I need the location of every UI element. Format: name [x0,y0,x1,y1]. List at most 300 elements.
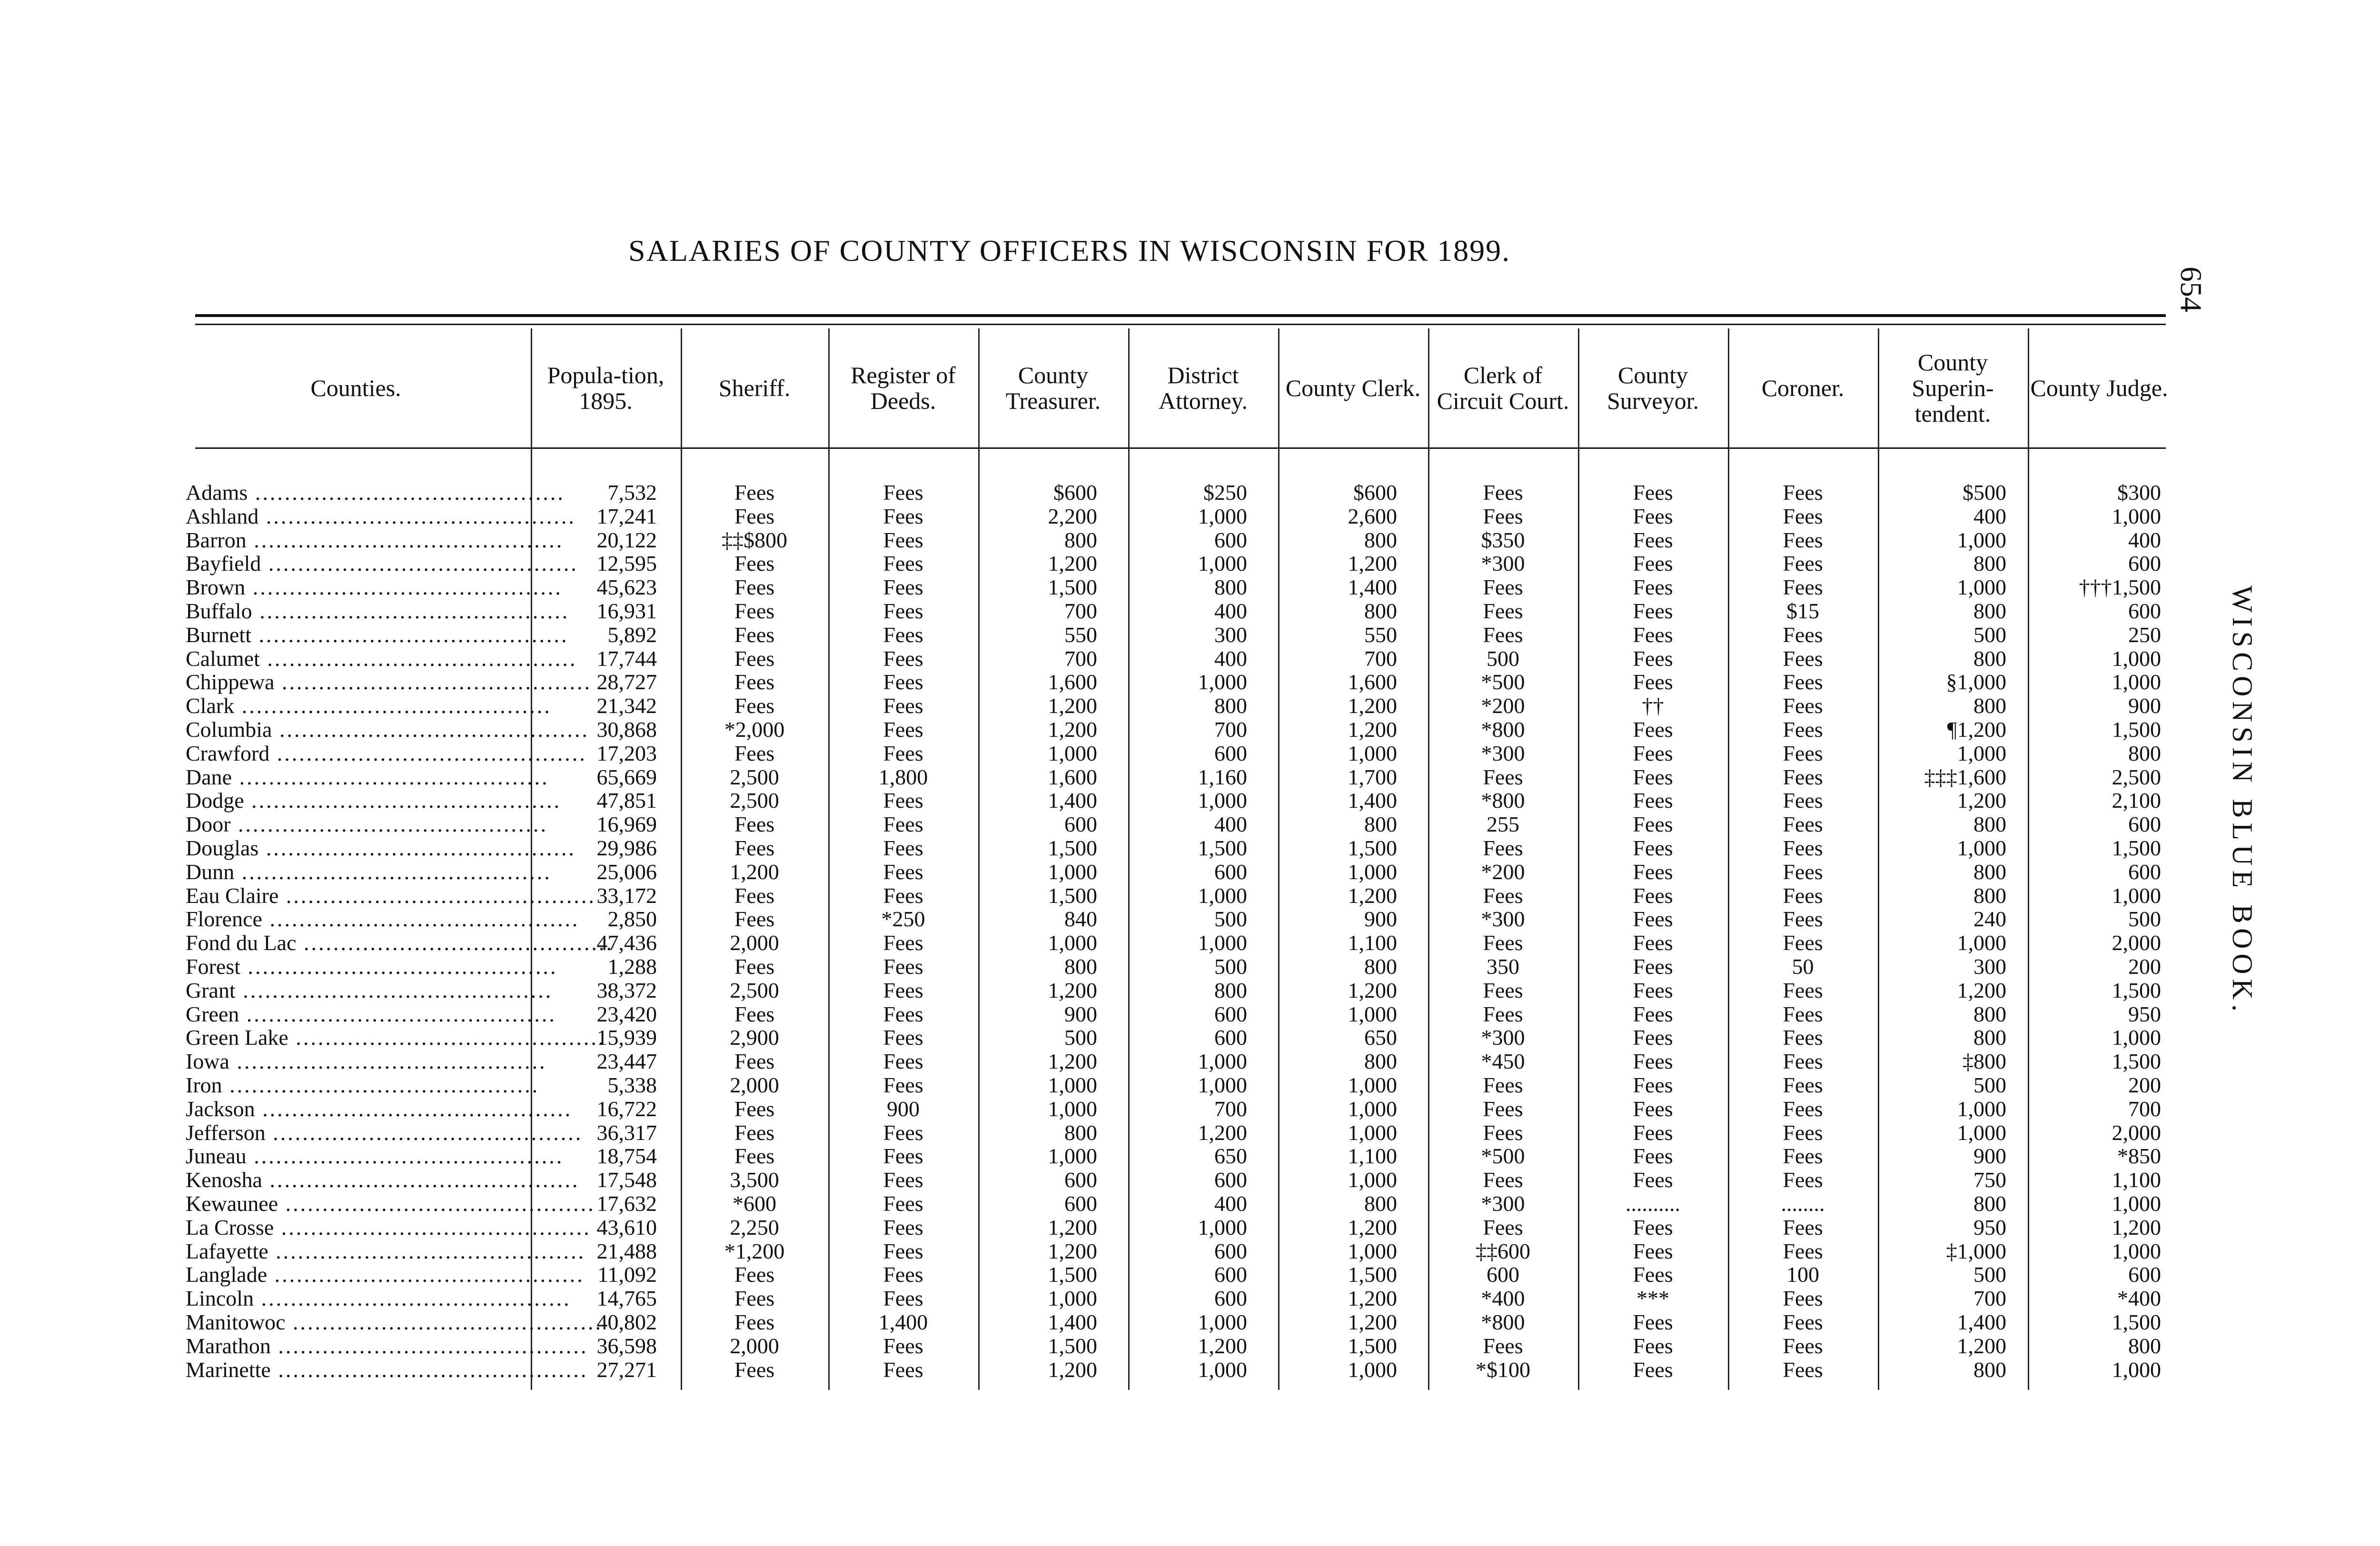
header-clerk-of-circuit-court: Clerk of Circuit Court. [1437,362,1569,414]
cell-district-attorney: 700 [1214,1096,1247,1121]
cell-county-judge: 1,000 [2112,670,2161,694]
table-row [181,1192,2171,1216]
cell-district-attorney: 300 [1214,622,1247,647]
leader-dots: .......................................... [239,1001,556,1026]
top-rule [195,314,2166,317]
cell-county-surveyor: Fees [1633,954,1673,979]
cell-coroner: Fees [1783,1357,1823,1382]
cell-register-of-deeds: Fees [883,978,923,1002]
cell-county-treasurer: 1,500 [1048,836,1097,860]
cell-county-superintendent: ‡‡‡1,600 [1924,764,2006,789]
cell-sheriff: Fees [734,622,775,647]
cell-county-clerk: 1,200 [1348,1286,1397,1311]
table-row [181,1334,2171,1358]
cell-coroner: Fees [1783,1144,1823,1169]
cell-county-treasurer: 1,600 [1048,670,1097,694]
cell-coroner: Fees [1783,551,1823,576]
table-row [181,907,2171,931]
table-row [181,481,2171,505]
cell-county-judge: 1,200 [2112,1215,2161,1239]
table-row [181,1358,2171,1382]
cell-clerk-of-circuit-court: 500 [1487,646,1519,671]
cell-county-treasurer: 500 [1064,1025,1097,1050]
cell-county [186,741,587,765]
cell-county-clerk: 800 [1364,599,1397,623]
cell-county [186,788,562,813]
cell-county-clerk: 1,200 [1348,1215,1397,1239]
cell-county [186,599,570,623]
cell-population: 47,851 [596,788,657,813]
cell-coroner: 50 [1792,954,1814,979]
cell-county-treasurer: 1,000 [1048,1286,1097,1311]
cell-county-judge: 1,000 [2112,1357,2161,1382]
cell-coroner: ........ [1781,1191,1825,1216]
leader-dots: .......................................... [270,1357,588,1382]
county-name: Eau Claire [186,883,279,908]
cell-county-judge: 600 [2128,859,2161,884]
cell-county-treasurer: 1,200 [1048,694,1097,718]
cell-county [186,527,564,552]
table-row [181,694,2171,718]
cell-population: 43,610 [596,1215,657,1239]
cell-county [186,504,576,528]
cell-coroner: Fees [1783,717,1823,742]
cell-county [186,859,552,884]
cell-sheriff: 3,500 [730,1168,779,1192]
cell-sheriff: *600 [733,1191,776,1216]
cell-county-superintendent: 1,000 [1957,931,2006,955]
cell-county [186,575,563,600]
cell-district-attorney: 500 [1214,954,1247,979]
cell-county [186,1144,564,1169]
cell-county-treasurer: 1,000 [1048,1144,1097,1169]
cell-population: 23,447 [596,1049,657,1074]
cell-clerk-of-circuit-court: Fees [1483,978,1523,1002]
table-row [181,528,2171,552]
cell-sheriff: *1,200 [724,1239,785,1263]
cell-coroner: 100 [1786,1262,1819,1287]
cell-register-of-deeds: Fees [883,1191,923,1216]
cell-county-clerk: 1,400 [1348,788,1397,813]
cell-clerk-of-circuit-court: 255 [1487,812,1519,837]
cell-sheriff: Fees [734,1310,775,1334]
cell-county [186,1262,585,1287]
leader-dots: .......................................... [252,599,570,623]
cell-county [186,1215,591,1239]
county-name: Iowa [186,1049,229,1074]
cell-county [186,978,553,1002]
cell-county-clerk: $600 [1353,480,1397,505]
cell-county-surveyor: Fees [1633,670,1673,694]
cell-sheriff: 2,000 [730,1073,779,1097]
cell-district-attorney: 1,000 [1198,1049,1247,1074]
county-name: Dodge [186,788,244,813]
running-head: WISCONSIN BLUE BOOK. [2227,585,2258,1016]
cell-county-clerk: 1,700 [1348,764,1397,789]
cell-register-of-deeds: Fees [883,717,923,742]
cell-clerk-of-circuit-court: Fees [1483,1073,1523,1097]
cell-district-attorney: 600 [1214,859,1247,884]
table-row [181,1121,2171,1145]
header-county-treasurer: County Treasurer. [1005,362,1101,414]
cell-population: 29,986 [596,836,657,860]
cell-county-surveyor: Fees [1633,646,1673,671]
cell-district-attorney: $250 [1203,480,1247,505]
table-row [181,575,2171,599]
cell-clerk-of-circuit-court: *$100 [1476,1357,1530,1382]
cell-county-judge: $300 [2117,480,2161,505]
cell-population: 36,317 [596,1120,657,1145]
cell-population: 5,338 [607,1073,657,1097]
leader-dots: .......................................... [296,931,614,955]
cell-population: 47,436 [596,931,657,955]
cell-population: 12,595 [596,551,657,576]
header-county-superintendent: County Superin-tendent. [1912,349,1994,427]
cell-county [186,717,589,742]
cell-county-superintendent: 800 [1973,599,2006,623]
cell-county-judge: 800 [2128,741,2161,765]
cell-clerk-of-circuit-court: *450 [1481,1049,1525,1074]
cell-county-surveyor: Fees [1633,836,1673,860]
cell-county-treasurer: 1,200 [1048,1239,1097,1263]
cell-county-clerk: 1,000 [1348,1239,1397,1263]
leader-dots: .......................................... [278,1191,595,1216]
cell-county-superintendent: 800 [1973,1025,2006,1050]
cell-coroner: Fees [1783,1168,1823,1192]
cell-county-treasurer: 800 [1064,527,1097,552]
cell-sheriff: 2,500 [730,764,779,789]
cell-register-of-deeds: Fees [883,1049,923,1074]
cell-sheriff: Fees [734,694,775,718]
cell-register-of-deeds: Fees [883,931,923,955]
cell-county [186,1001,556,1026]
cell-county [186,1025,606,1050]
cell-coroner: Fees [1783,1073,1823,1097]
cell-sheriff: Fees [734,836,775,860]
cell-county-judge: 950 [2128,1001,2161,1026]
cell-county-clerk: 1,100 [1348,931,1397,955]
cell-county-clerk: 1,500 [1348,836,1397,860]
county-name: Kewaunee [186,1191,278,1216]
cell-county-clerk: 1,500 [1348,1262,1397,1287]
cell-county-surveyor: Fees [1633,551,1673,576]
cell-county-treasurer: 1,200 [1048,1215,1097,1239]
salaries-table [181,328,2171,1395]
cell-coroner: Fees [1783,812,1823,837]
cell-county-superintendent: 800 [1973,1191,2006,1216]
cell-register-of-deeds: Fees [883,1144,923,1169]
cell-county-superintendent: 1,000 [1957,836,2006,860]
cell-county-judge: *850 [2117,1144,2161,1169]
cell-county-judge: 1,500 [2112,717,2161,742]
cell-county-surveyor: .......... [1626,1191,1680,1216]
header-county-clerk: County Clerk. [1285,375,1421,401]
cell-county-superintendent: 900 [1973,1144,2006,1169]
cell-clerk-of-circuit-court: *800 [1481,788,1525,813]
cell-register-of-deeds: Fees [883,1073,923,1097]
cell-coroner: Fees [1783,1025,1823,1050]
cell-county-surveyor: Fees [1633,1262,1673,1287]
cell-register-of-deeds: Fees [883,1025,923,1050]
cell-county-judge: 2,100 [2112,788,2161,813]
cell-register-of-deeds: Fees [883,1168,923,1192]
cell-clerk-of-circuit-court: ‡‡600 [1476,1239,1530,1263]
cell-clerk-of-circuit-court: Fees [1483,1333,1523,1358]
table-row [181,836,2171,860]
cell-county-surveyor: Fees [1633,883,1673,908]
cell-county [186,836,576,860]
cell-county-judge: 1,000 [2112,646,2161,671]
cell-district-attorney: 1,000 [1198,788,1247,813]
cell-register-of-deeds: Fees [883,741,923,765]
cell-county-treasurer: 1,000 [1048,1073,1097,1097]
cell-population: 14,765 [596,1286,657,1311]
cell-clerk-of-circuit-court: *200 [1481,694,1525,718]
cell-register-of-deeds: Fees [883,480,923,505]
leader-dots: .......................................... [230,812,548,837]
cell-district-attorney: 800 [1214,978,1247,1002]
cell-coroner: $15 [1786,599,1819,623]
cell-county-treasurer: 900 [1064,1001,1097,1026]
cell-population: 23,420 [596,1001,657,1026]
cell-population: 40,802 [596,1310,657,1334]
cell-county-superintendent: 300 [1973,954,2006,979]
cell-county-superintendent: 800 [1973,812,2006,837]
cell-county-superintendent: §1,000 [1946,670,2006,694]
cell-sheriff: Fees [734,812,775,837]
cell-county-judge: 1,500 [2112,978,2161,1002]
cell-county-clerk: 1,000 [1348,1073,1397,1097]
cell-district-attorney: 400 [1214,646,1247,671]
cell-county-judge: 2,000 [2112,931,2161,955]
cell-district-attorney: 650 [1214,1144,1247,1169]
cell-coroner: Fees [1783,1333,1823,1358]
cell-county-treasurer: 1,000 [1048,1096,1097,1121]
cell-county-clerk: 1,000 [1348,1096,1397,1121]
cell-county-clerk: 1,000 [1348,1168,1397,1192]
county-name: Florence [186,907,262,932]
leader-dots: .......................................... [268,1239,586,1263]
leader-dots: .......................................... [267,1262,585,1287]
leader-dots: .......................................... [234,694,552,718]
cell-county-clerk: 1,200 [1348,1310,1397,1334]
cell-district-attorney: 700 [1214,717,1247,742]
cell-county-surveyor: Fees [1633,575,1673,600]
table-row [181,552,2171,575]
cell-register-of-deeds: Fees [883,1215,923,1239]
cell-county-treasurer: 700 [1064,646,1097,671]
cell-clerk-of-circuit-court: Fees [1483,883,1523,908]
cell-population: 65,669 [596,764,657,789]
county-name: Chippewa [186,670,275,694]
cell-county-surveyor: Fees [1633,1120,1673,1145]
cell-county-treasurer: 1,000 [1048,931,1097,955]
cell-county-superintendent: $500 [1963,480,2006,505]
cell-coroner: Fees [1783,527,1823,552]
cell-county-treasurer: 1,200 [1048,551,1097,576]
cell-population: 21,488 [596,1239,657,1263]
cell-county-superintendent: 500 [1973,1073,2006,1097]
cell-coroner: Fees [1783,670,1823,694]
cell-county-treasurer: 1,400 [1048,788,1097,813]
cell-population: 5,892 [607,622,657,647]
cell-county-treasurer: 550 [1064,622,1097,647]
cell-county-clerk: 1,200 [1348,717,1397,742]
cell-county-treasurer: 700 [1064,599,1097,623]
header-counties: Counties. [310,375,401,401]
cell-district-attorney: 800 [1214,575,1247,600]
cell-coroner: Fees [1783,694,1823,718]
county-name: Columbia [186,717,272,742]
cell-district-attorney: 1,000 [1198,931,1247,955]
cell-county-judge: 1,000 [2112,1239,2161,1263]
cell-coroner: Fees [1783,575,1823,600]
cell-county-treasurer: 1,500 [1048,575,1097,600]
cell-county-treasurer: 1,500 [1048,1262,1097,1287]
county-name: Brown [186,575,246,600]
county-name: Douglas [186,836,259,860]
cell-district-attorney: 1,500 [1198,836,1247,860]
cell-district-attorney: 1,000 [1198,1310,1247,1334]
cell-county-clerk: 1,200 [1348,883,1397,908]
cell-coroner: Fees [1783,646,1823,671]
cell-sheriff: Fees [734,551,775,576]
leader-dots: .......................................... [232,764,549,789]
table-row [181,1144,2171,1168]
cell-clerk-of-circuit-court: Fees [1483,504,1523,528]
cell-county-judge: †††1,500 [2079,575,2161,600]
cell-county-clerk: 1,500 [1348,1333,1397,1358]
cell-clerk-of-circuit-court: Fees [1483,599,1523,623]
cell-county-treasurer: 1,500 [1048,883,1097,908]
table-row [181,718,2171,742]
cell-county-superintendent: 1,200 [1957,1333,2006,1358]
cell-district-attorney: 600 [1214,527,1247,552]
county-name: Juneau [186,1144,247,1169]
leader-dots: .......................................... [258,504,576,528]
cell-county-clerk: 1,000 [1348,859,1397,884]
cell-coroner: Fees [1783,1120,1823,1145]
cell-county-superintendent: 800 [1973,551,2006,576]
cell-population: 17,241 [596,504,657,528]
county-name: Jackson [186,1096,255,1121]
cell-coroner: Fees [1783,836,1823,860]
cell-register-of-deeds: Fees [883,883,923,908]
cell-sheriff: Fees [734,1001,775,1026]
cell-county-treasurer: 1,600 [1048,764,1097,789]
table-row [181,1239,2171,1263]
cell-county-surveyor: Fees [1633,788,1673,813]
cell-county-treasurer: 600 [1064,1191,1097,1216]
cell-sheriff: 2,250 [730,1215,779,1239]
cell-register-of-deeds: Fees [883,622,923,647]
cell-sheriff: Fees [734,646,775,671]
cell-county [186,1049,547,1074]
cell-sheriff: Fees [734,504,775,528]
cell-county-treasurer: 600 [1064,812,1097,837]
cell-sheriff: Fees [734,1096,775,1121]
cell-county [186,1168,580,1192]
leader-dots: .......................................... [240,954,558,979]
cell-county-superintendent: 500 [1973,622,2006,647]
cell-sheriff: Fees [734,575,775,600]
cell-register-of-deeds: Fees [883,504,923,528]
leader-dots: .......................................... [255,1096,573,1121]
cell-county-clerk: 650 [1364,1025,1397,1050]
header-population: Popula-tion, 1895. [547,362,664,414]
leader-dots: .......................................... [235,978,553,1002]
cell-coroner: Fees [1783,480,1823,505]
cell-clerk-of-circuit-court: *300 [1481,1191,1525,1216]
page-number: 654 [2174,267,2208,312]
cell-county-surveyor: Fees [1633,1096,1673,1121]
cell-sheriff: Fees [734,1049,775,1074]
cell-sheriff: Fees [734,670,775,694]
cell-district-attorney: 400 [1214,1191,1247,1216]
cell-county-surveyor: Fees [1633,931,1673,955]
leader-dots: .......................................... [261,551,578,576]
county-name: Fond du Lac [186,931,297,955]
cell-population: 1,288 [607,954,657,979]
county-name: Buffalo [186,599,252,623]
cell-clerk-of-circuit-court: Fees [1483,836,1523,860]
leader-dots: .......................................... [265,1120,583,1145]
cell-register-of-deeds: Fees [883,954,923,979]
cell-coroner: Fees [1783,741,1823,765]
cell-clerk-of-circuit-court: *800 [1481,717,1525,742]
county-name: Adams [186,480,248,505]
cell-district-attorney: 600 [1214,741,1247,765]
county-name: Barron [186,527,247,552]
cell-population: 30,868 [596,717,657,742]
county-name: Dunn [186,859,235,884]
cell-coroner: Fees [1783,764,1823,789]
cell-sheriff: 2,000 [730,931,779,955]
cell-population: 7,532 [607,480,657,505]
cell-county [186,1310,603,1334]
table-row [181,647,2171,671]
cell-sheriff: 2,500 [730,788,779,813]
cell-county-clerk: 1,200 [1348,978,1397,1002]
cell-clerk-of-circuit-court: *200 [1481,859,1525,884]
cell-sheriff: Fees [734,1262,775,1287]
cell-county-superintendent: 1,000 [1957,741,2006,765]
county-name: Dane [186,764,232,789]
cell-county-surveyor: Fees [1633,907,1673,932]
cell-county-superintendent: ¶1,200 [1947,717,2006,742]
cell-sheriff: Fees [734,1357,775,1382]
cell-sheriff: Fees [734,907,775,932]
cell-county-treasurer: $600 [1053,480,1097,505]
cell-register-of-deeds: Fees [883,527,923,552]
cell-county-superintendent: 700 [1973,1286,2006,1311]
cell-county-surveyor: Fees [1633,599,1673,623]
top-rule-thin [195,324,2166,325]
table-row [181,742,2171,765]
cell-population: 2,850 [607,907,657,932]
cell-county-clerk: 800 [1364,527,1397,552]
cell-county-surveyor: *** [1636,1286,1669,1311]
cell-clerk-of-circuit-court: *400 [1481,1286,1525,1311]
cell-county [186,907,580,932]
cell-county-superintendent: ‡800 [1963,1049,2006,1074]
cell-coroner: Fees [1783,1049,1823,1074]
cell-county-surveyor: Fees [1633,504,1673,528]
table-row [181,1310,2171,1334]
table-row [181,1073,2171,1097]
cell-county-treasurer: 800 [1064,954,1097,979]
cell-county [186,646,577,671]
